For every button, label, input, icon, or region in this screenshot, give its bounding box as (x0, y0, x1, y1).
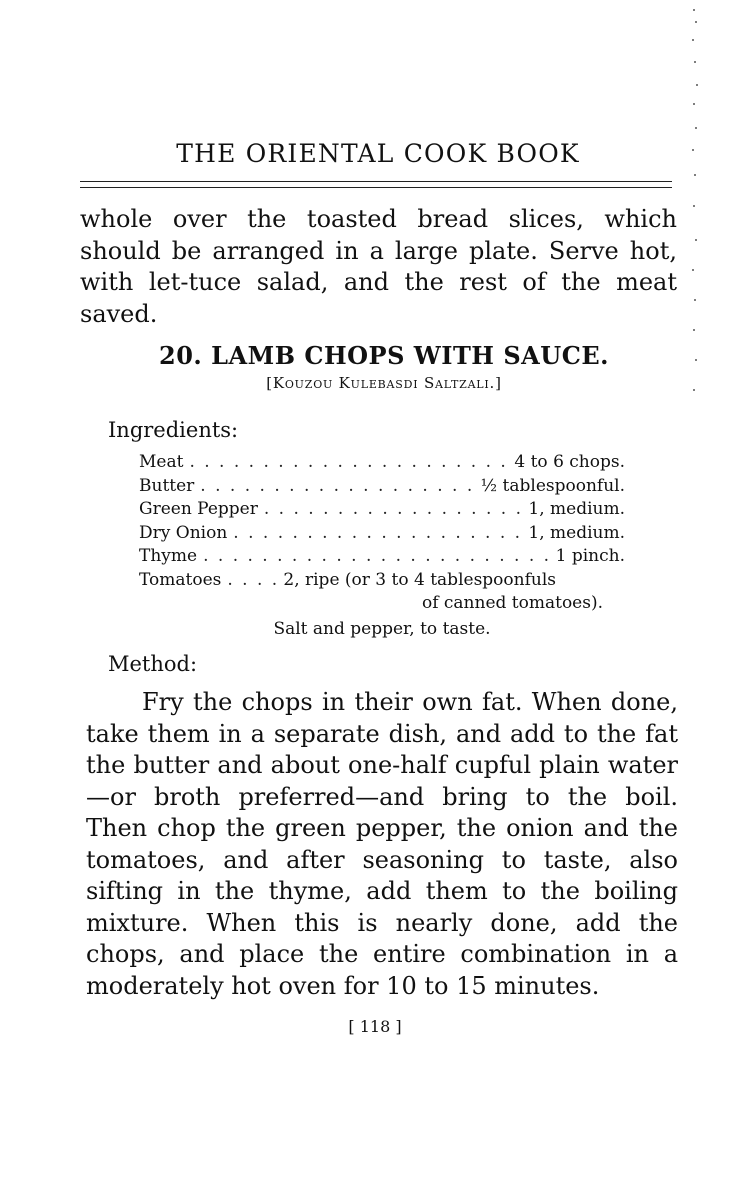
ingredient-quantity: 1, medium. (528, 522, 625, 543)
leader-dots (264, 499, 523, 519)
ingredient-name: Meat (139, 452, 184, 472)
method-label: Method: (108, 652, 198, 676)
ingredients-label: Ingredients: (108, 418, 239, 442)
ingredient-quantity: ½ tablespoonful. (480, 475, 625, 496)
ingredient-name: Green Pepper (139, 499, 258, 519)
leader-dots (203, 546, 550, 566)
ingredient-name: Butter (139, 475, 195, 496)
running-head: THE ORIENTAL COOK BOOK (176, 139, 580, 168)
ingredient-quantity: 4 to 6 chops. (514, 452, 625, 472)
header-rule-top (80, 181, 672, 182)
header-rule-bottom (80, 187, 672, 188)
ingredient-row (139, 499, 625, 523)
method-paragraph: Fry the chops in their own fat. When done, take them in a separate dish, and add to the fat the butter and about one-half cupful plain water —or broth preferred—and bring to the boil. Then chop the green pepper, the onion and the tomatoes, and after seasoning to taste, also sifting in the thyme, add them to the boiling mixture. When this is nearly done, add the chops, and place the entire combination in a moderately hot oven for 10 to 15 minutes. (86, 688, 678, 1000)
margin-specks (686, 0, 706, 420)
ingredient-quantity: 2, ripe (or 3 to 4 tablespoonfuls (283, 569, 556, 590)
recipe-subtitle: [Kouzou Kulebasdi Saltzali.] (266, 374, 502, 392)
recipe-title: 20. LAMB CHOPS WITH SAUCE. (159, 341, 609, 370)
ingredient-name: Thyme (139, 546, 198, 566)
ingredient-continuation: of canned tomatoes). (421, 593, 603, 613)
ingredient-name: Tomatoes (139, 569, 222, 590)
ingredient-row (139, 570, 625, 594)
leader-dots (189, 452, 508, 472)
ingredient-quantity: 1 pinch. (555, 546, 625, 566)
leader-dots (233, 523, 522, 543)
page-number: [ 118 ] (348, 1017, 402, 1036)
ingredient-name: Dry Onion (139, 522, 228, 543)
leader-dots (227, 570, 277, 590)
leader-dots (200, 476, 474, 496)
ingredient-row (139, 476, 625, 500)
ingredients-list (139, 452, 625, 617)
ingredient-row (139, 452, 625, 476)
ingredient-quantity: 1, medium. (528, 499, 625, 519)
ingredient-row (139, 546, 625, 570)
opening-paragraph: whole over the toasted bread slices, which should be arranged in a large plate. Serve hot, with let-tuce salad, and the rest of the meat saved. (80, 205, 677, 328)
ingredient-row (139, 523, 625, 547)
seasoning-note: Salt and pepper, to taste. (273, 619, 491, 639)
